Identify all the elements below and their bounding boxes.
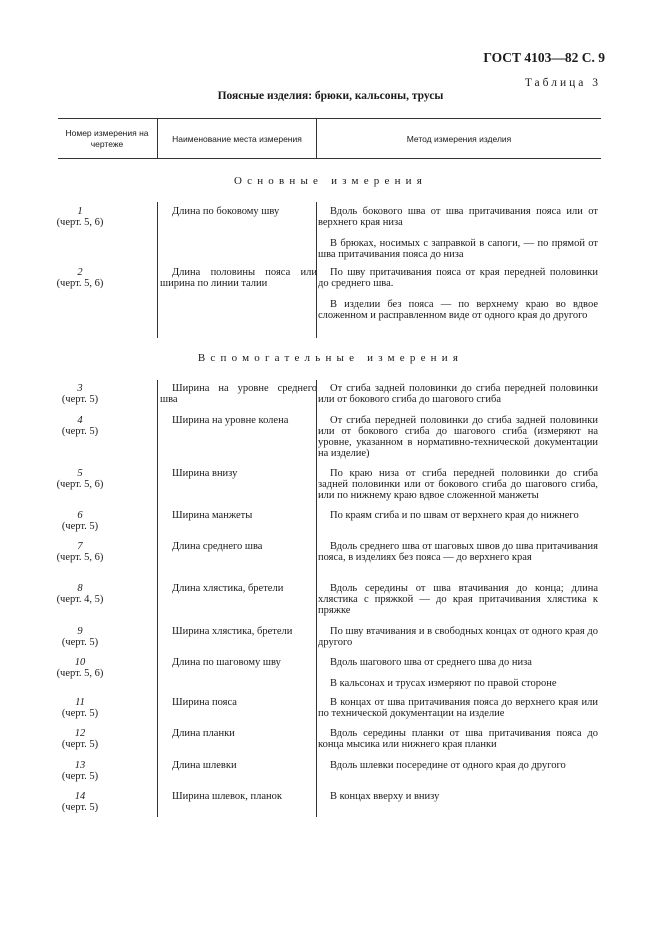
measurement-method: В концах от шва притачивания пояса до верхнего края или по технической документации на изделие [318, 697, 598, 719]
row-number-cell [50, 657, 110, 679]
row-number-cell [50, 791, 110, 813]
measurement-name: Длина хлястика, бретели [172, 583, 284, 594]
measurement-name: Ширина шлевок, планок [172, 791, 282, 802]
measurement-number: 6 [77, 510, 83, 521]
column-header-method: Метод измерения изделия [406, 134, 512, 144]
drawing-reference: (черт. 5) [61, 521, 99, 532]
measurement-method: Вдоль середины планки от шва притачивания пояса до конца мысика или нижнего края планки [318, 728, 598, 750]
page-header: ГОСТ 4103—82 С. 9 [483, 50, 605, 65]
drawing-reference: (черт. 5) [61, 739, 99, 750]
row-number-cell [50, 583, 110, 605]
measurement-method-note: В изделии без пояса — по верхнему краю во вдвое сложенном и расправленном виде от одного края до другого [318, 299, 598, 321]
drawing-reference: (черт. 4, 5) [56, 594, 104, 605]
measurement-method: По шву втачивания и в свободных концах от одного края до другого [318, 626, 598, 648]
measurement-name: Длина планки [172, 728, 235, 739]
drawing-reference: (черт. 5, 6) [56, 479, 104, 490]
column-divider [157, 118, 158, 159]
measurement-method-note: В кальсонах и трусах измеряют по правой стороне [330, 678, 557, 689]
drawing-reference: (черт. 5, 6) [56, 217, 104, 228]
measurement-number: 10 [74, 657, 86, 668]
measurement-method: По краю низа от сгиба передней половинки до сгиба задней половинки или от бокового сгиба до шагового сгиба, или по нижнему краю вдвое сложенной манжеты [318, 468, 598, 501]
measurement-method: Вдоль среднего шва от шаговых швов до шва притачивания пояса, в изделиях без пояса — до верхнего края [318, 541, 598, 563]
drawing-reference: (черт. 5) [61, 802, 99, 813]
drawing-reference: (черт. 5) [61, 708, 99, 719]
measurement-name: Ширина пояса [172, 697, 237, 708]
column-divider [316, 380, 317, 817]
measurement-method-note: В брюках, носимых с заправкой в сапоги, — по прямой от шва притачивания пояса до низа [318, 238, 598, 260]
drawing-reference: (черт. 5, 6) [56, 668, 104, 679]
measurement-name: Длина шлевки [172, 760, 237, 771]
measurement-number: 5 [77, 468, 83, 479]
measurement-name: Длина среднего шва [172, 541, 263, 552]
row-number-cell [50, 626, 110, 648]
measurement-number: 14 [74, 791, 86, 802]
measurement-number: 8 [77, 583, 83, 594]
measurement-method: Вдоль шлевки посередине от одного края до другого [330, 760, 566, 771]
measurement-name: Длина по боковому шву [172, 206, 280, 217]
measurement-name: Ширина манжеты [172, 510, 253, 521]
measurement-method: Вдоль шагового шва от среднего шва до низа [330, 657, 532, 668]
measurement-number: 9 [77, 626, 83, 637]
measurement-name: Ширина внизу [172, 468, 238, 479]
drawing-reference: (черт. 5, 6) [56, 552, 104, 563]
column-header-name: Наименование места измерения [172, 134, 302, 144]
drawing-reference: (черт. 5) [61, 771, 99, 782]
measurement-number: 7 [77, 541, 83, 552]
measurement-name: Ширина на уровне среднего шва [160, 383, 317, 405]
measurement-number: 11 [75, 697, 85, 708]
measurement-method: По шву притачивания пояса от края передней половинки до среднего шва. [318, 267, 598, 289]
measurement-method: В концах вверху и внизу [330, 791, 440, 802]
drawing-reference: (черт. 5, 6) [56, 278, 104, 289]
drawing-reference: (черт. 5) [61, 637, 99, 648]
section-aux-title: Вспомогательные измерения [197, 352, 464, 364]
table-number: Таблица 3 [524, 77, 601, 89]
measurement-method: От сгиба задней половинки до сгиба передней половинки или от бокового сгиба до шагового сгиба [318, 383, 598, 405]
column-divider [316, 118, 317, 159]
row-number-cell [50, 415, 110, 437]
measurement-number: 13 [74, 760, 86, 771]
measurement-method: Вдоль бокового шва от шва притачивания пояса или от верхнего края низа [318, 206, 598, 228]
column-divider [157, 380, 158, 817]
column-divider [157, 202, 158, 338]
row-number-cell [50, 468, 110, 490]
row-number-cell [50, 206, 110, 228]
table-title: Поясные изделия: брюки, кальсоны, трусы [217, 90, 444, 102]
drawing-reference: (черт. 5) [61, 426, 99, 437]
drawing-reference: (черт. 5) [61, 394, 99, 405]
row-number-cell [50, 728, 110, 750]
measurement-number: 2 [77, 267, 83, 278]
measurement-number: 1 [77, 206, 83, 217]
table-top-rule [58, 118, 601, 119]
measurement-method: От сгиба передней половинки до сгиба задней половинки или от бокового сгиба до шагового сгиба (измеряют на уровне, указанном в нормативно-технической документации на изделие) [318, 415, 598, 459]
measurement-name: Ширина хлястика, бретели [172, 626, 293, 637]
table-header-rule [58, 158, 601, 159]
measurement-name: Ширина на уровне колена [172, 415, 289, 426]
measurement-method: Вдоль середины от шва втачивания до конца; длина хлястика с пряжкой — до края притачивания хлястика к пряжке [318, 583, 598, 616]
measurement-method: По краям сгиба и по швам от верхнего края до нижнего [330, 510, 579, 521]
measurement-number: 12 [74, 728, 86, 739]
section-main-title: Основные измерения [233, 175, 428, 187]
row-number-cell [50, 267, 110, 289]
row-number-cell [50, 510, 110, 532]
measurement-number: 3 [77, 383, 83, 394]
row-number-cell [50, 697, 110, 719]
measurement-number: 4 [77, 415, 83, 426]
row-number-cell [50, 760, 110, 782]
row-number-cell [50, 541, 110, 563]
column-header-number: Номер измерения на чертеже [65, 128, 149, 149]
row-number-cell [50, 383, 110, 405]
measurement-name: Длина по шаговому шву [172, 657, 281, 668]
measurement-name: Длина половины пояса или ширина по линии талии [160, 267, 317, 289]
